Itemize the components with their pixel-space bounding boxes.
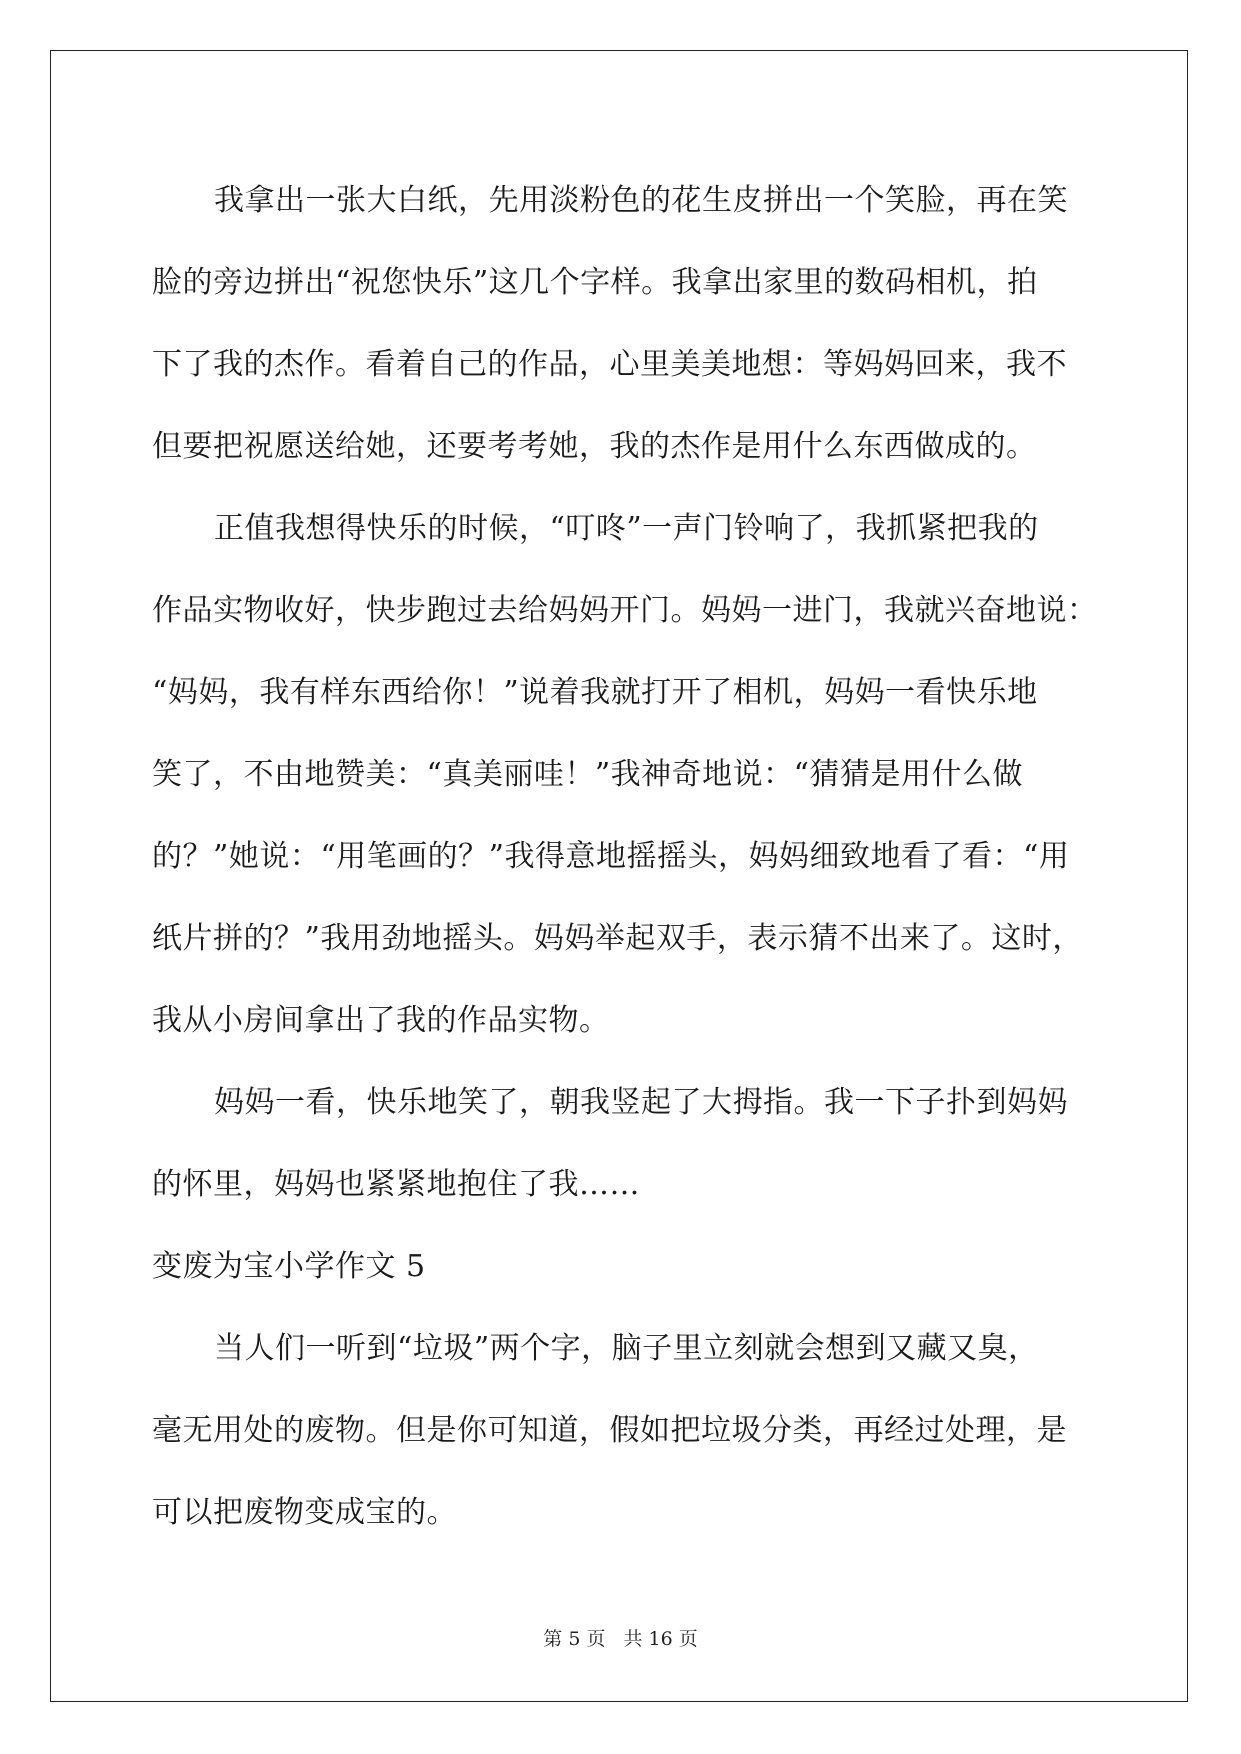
paragraph-line: 妈妈一看，快乐地笑了，朝我竖起了大拇指。我一下子扑到妈妈 <box>214 1085 1068 1120</box>
paragraph-line: 可以把废物变成宝的。 <box>152 1495 457 1530</box>
page-total: 共 16 页 <box>623 1628 698 1650</box>
paragraph-line: 我拿出一张大白纸，先用淡粉色的花生皮拼出一个笑脸，再在笑 <box>214 183 1068 218</box>
paragraph-line: 的？”她说：“用笔画的？”我得意地摇摇头，妈妈细致地看了看：“用 <box>152 839 1070 874</box>
paragraph-line: 毫无用处的废物。但是你可知道，假如把垃圾分类，再经过处理，是 <box>152 1413 1067 1448</box>
paragraph-line: 笑了，不由地赞美：“真美丽哇！”我神奇地说：“猜猜是用什么做 <box>152 757 1024 792</box>
paragraph-line: 我从小房间拿出了我的作品实物。 <box>152 1003 610 1038</box>
document-body <box>152 160 1098 1554</box>
page-number: 第 5 页 <box>543 1628 606 1650</box>
paragraph-line: 纸片拼的？”我用劲地摇头。妈妈举起双手，表示猜不出来了。这时， <box>152 921 1083 956</box>
paragraph-line: 脸的旁边拼出“祝您快乐”这几个字样。我拿出家里的数码相机，拍 <box>152 265 1038 300</box>
paragraph-line: 但要把祝愿送给她，还要考考她，我的杰作是用什么东西做成的。 <box>152 429 1037 464</box>
paragraph-line: 的怀里，妈妈也紧紧地抱住了我…… <box>152 1167 640 1202</box>
section-heading: 变废为宝小学作文 5 <box>152 1249 426 1284</box>
paragraph-line: 正值我想得快乐的时候，“叮咚”一声门铃响了，我抓紧把我的 <box>214 511 1039 546</box>
page-footer <box>0 1624 1241 1651</box>
paragraph-line: “妈妈，我有样东西给你！”说着我就打开了相机，妈妈一看快乐地 <box>152 675 1038 710</box>
paragraph-line: 当人们一听到“垃圾”两个字，脑子里立刻就会想到又藏又臭， <box>214 1331 1039 1366</box>
paragraph-line: 下了我的杰作。看着自己的作品，心里美美地想：等妈妈回来，我不 <box>152 347 1067 382</box>
paragraph-line: 作品实物收好，快步跑过去给妈妈开门。妈妈一进门，我就兴奋地说： <box>152 593 1098 628</box>
